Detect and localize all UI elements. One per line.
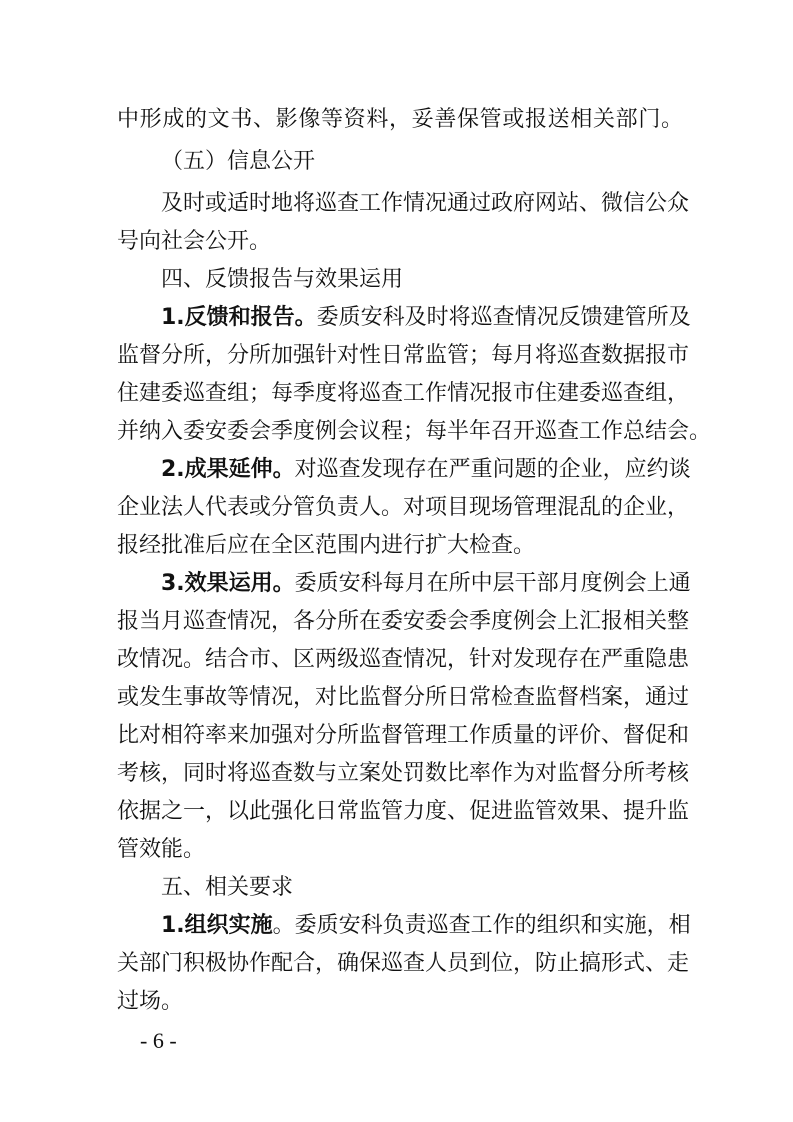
paragraph-line: 管效能。 — [117, 837, 206, 862]
paragraph-line — [161, 452, 691, 488]
item-lead: 3.效果运用。 — [161, 571, 295, 596]
section-heading-requirements: 五、相关要求 — [161, 875, 294, 900]
item-lead: 1.组织实施 — [161, 913, 273, 938]
paragraph-line: 号向社会公开。 — [117, 229, 272, 254]
paragraph-line: 比对相符率来加强对分所监督管理工作质量的评价、督促和 — [117, 723, 690, 748]
paragraph-line — [161, 300, 691, 336]
paragraph-line — [161, 566, 691, 602]
item-text: 。委质安科负责巡查工作的组织和实施，相 — [272, 913, 691, 938]
paragraph-line: 或发生事故等情况，对比监督分所日常检查监督档案，通过 — [117, 685, 690, 710]
item-lead: 2.成果延伸。 — [161, 457, 295, 482]
paragraph-line: 中形成的文书、影像等资料，妥善保管或报送相关部门。 — [117, 107, 683, 132]
paragraph-line: 改情况。结合市、区两级巡查情况，针对发现存在严重隐患 — [117, 647, 690, 672]
paragraph-line — [161, 908, 691, 944]
item-text: 委质安科每月在所中层干部月度例会上通 — [294, 571, 691, 596]
paragraph-line: 企业法人代表或分管负责人。对项目现场管理混乱的企业， — [117, 495, 690, 520]
paragraph-line: 关部门积极协作配合，确保巡查人员到位，防止搞形式、走 — [117, 951, 690, 976]
paragraph-line: 及时或适时地将巡查工作情况通过政府网站、微信公众 — [161, 191, 690, 216]
section-heading-info-disclosure: （五）信息公开 — [161, 149, 316, 174]
paragraph-line: 考核，同时将巡查数与立案处罚数比率作为对监督分所考核 — [117, 761, 690, 786]
page-number: - 6 - — [140, 1028, 177, 1053]
item-text: 委质安科及时将巡查情况反馈建管所及 — [316, 305, 691, 330]
paragraph-line: 监督分所，分所加强针对性日常监管；每月将巡查数据报市 — [117, 343, 690, 368]
paragraph-line: 并纳入委安委会季度例会议程；每半年召开巡查工作总结会。 — [117, 419, 712, 444]
paragraph-line: 报经批准后应在全区范围内进行扩大检查。 — [117, 533, 536, 558]
section-heading-feedback: 四、反馈报告与效果运用 — [161, 267, 404, 292]
paragraph-line: 依据之一，以此强化日常监管力度、促进监管效果、提升监 — [117, 799, 690, 824]
item-lead: 1.反馈和报告。 — [161, 305, 317, 330]
paragraph-line: 过场。 — [117, 989, 184, 1014]
paragraph-line: 报当月巡查情况，各分所在委安委会季度例会上汇报相关整 — [117, 609, 690, 634]
paragraph-line: 住建委巡查组；每季度将巡查工作情况报市住建委巡查组， — [117, 381, 690, 406]
item-text: 对巡查发现存在严重问题的企业，应约谈 — [294, 457, 691, 482]
